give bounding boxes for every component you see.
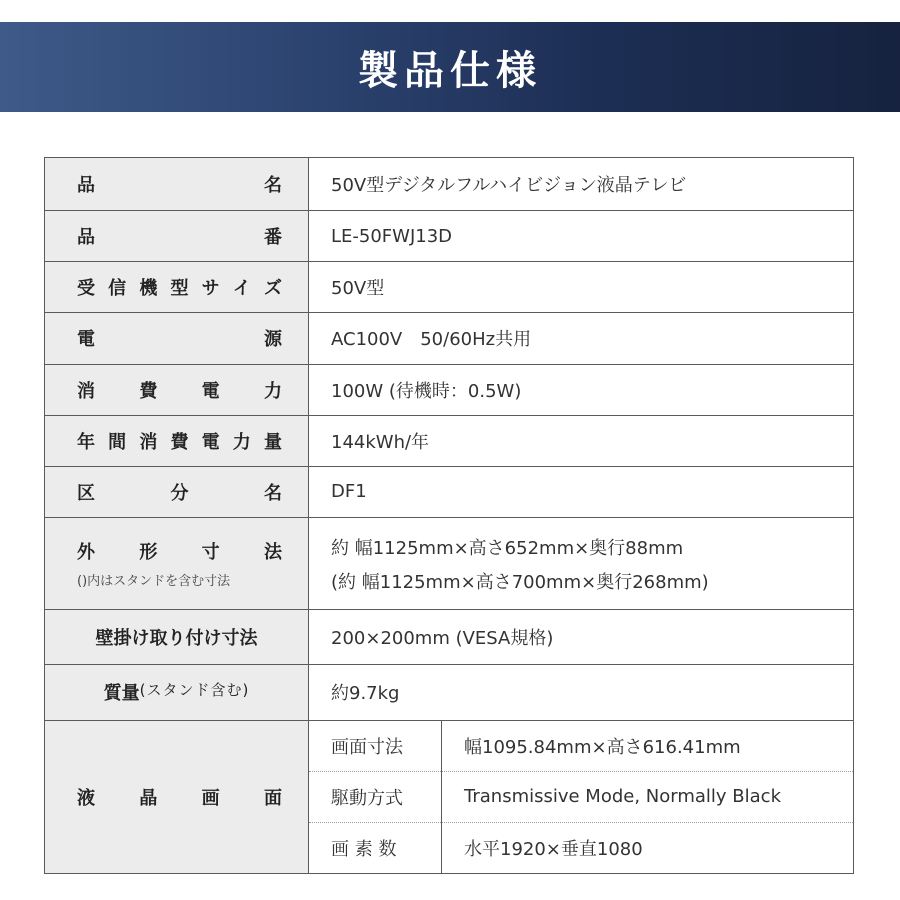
label-char: 形 [139,542,158,564]
label-wall-mount [45,610,309,665]
label-char: 機 [139,278,158,300]
label-char: 消 [77,380,95,402]
value-model-number: LE-50FWJ13D [309,211,854,262]
lcd-drive-method-label: 駆動方式 [309,771,442,822]
label-char: 力 [232,431,251,453]
label-char: 分 [170,482,189,504]
table-row [309,822,853,873]
label-char: 費 [139,380,158,402]
label-char: 力 [263,380,282,402]
label-char: 型 [170,278,189,300]
table-row [309,771,853,822]
label-char: サ [201,278,220,300]
table-row [45,262,854,313]
lcd-pixel-count-value: 水平1920×垂直1080 [442,822,854,873]
label-char: 画 [201,787,220,809]
table-row [45,720,854,873]
dimensions-note: ()内はスタンドを含む寸法 [77,574,231,590]
label-weight [45,665,309,720]
label-char: 法 [263,542,282,564]
label-char: 寸 [201,542,220,564]
label-char: 消 [139,431,158,453]
label-char: 量 [263,431,282,453]
label-char: イ [232,278,251,300]
label-text: 壁掛け取り付け寸法 [95,628,258,650]
table-row [309,721,853,772]
label-char: 名 [264,175,282,197]
value-screen-size: 50V型 [309,262,854,313]
label-power-consumption [45,364,309,415]
label-char: 電 [201,431,220,453]
label-text: 質量 [103,683,140,705]
table-row [45,610,854,665]
label-model-number [45,211,309,262]
lcd-screen-dimensions-label: 画面寸法 [309,721,442,772]
value-power-consumption: 100W (待機時：0.5W) [309,364,854,415]
label-screen-size [45,262,309,313]
value-power-source: AC100V 50/60Hz共用 [309,313,854,364]
label-char: 電 [201,380,220,402]
label-char: 年 [77,431,95,453]
label-char: 区 [77,482,95,504]
table-row [45,665,854,720]
label-char: 面 [263,787,282,809]
label-power-source [45,313,309,364]
label-classification [45,466,309,517]
dimensions-main: 約 幅1125mm×高さ652mm×奥行88mm [331,537,684,559]
lcd-subtable [309,721,853,873]
label-product-name [45,158,309,211]
label-annual-energy [45,415,309,466]
lcd-drive-method-value: Transmissive Mode, Normally Black [442,771,854,822]
label-char: 番 [264,227,282,249]
label-char: 費 [170,431,189,453]
label-char: 名 [264,482,282,504]
table-row [45,415,854,466]
lcd-pixel-count-label: 画 素 数 [309,822,442,873]
value-product-name: 50V型デジタルフルハイビジョン液晶テレビ [309,158,854,211]
table-row [45,466,854,517]
label-lcd-panel [45,720,309,873]
value-dimensions [309,517,854,609]
table-row [45,313,854,364]
table-row [45,364,854,415]
label-char: 品 [77,227,95,249]
label-char: 晶 [139,787,158,809]
spec-table [44,157,854,874]
label-char: 液 [77,787,95,809]
table-row [45,211,854,262]
label-char: 受 [77,278,95,300]
label-char: 間 [108,431,127,453]
label-char: 信 [108,278,127,300]
table-row [45,517,854,609]
header-banner [0,22,900,112]
value-weight: 約9.7kg [309,665,854,720]
value-annual-energy: 144kWh/年 [309,415,854,466]
table-row [45,158,854,211]
label-dimensions [45,517,309,609]
value-lcd-panel [309,720,854,873]
label-char: 外 [77,542,95,564]
label-char: 電 [77,329,95,351]
label-char: 品 [77,175,95,197]
page-title: 製品仕様 [358,46,542,94]
label-char: ズ [263,278,282,300]
dimensions-with-stand: (約 幅1125mm×高さ700mm×奥行268mm) [331,571,709,593]
label-note: (スタンド含む) [139,681,250,700]
lcd-screen-dimensions-value: 幅1095.84mm×高さ616.41mm [464,736,741,758]
value-wall-mount: 200×200mm (VESA規格) [309,610,854,665]
value-classification: DF1 [309,466,854,517]
label-char: 源 [264,329,282,351]
